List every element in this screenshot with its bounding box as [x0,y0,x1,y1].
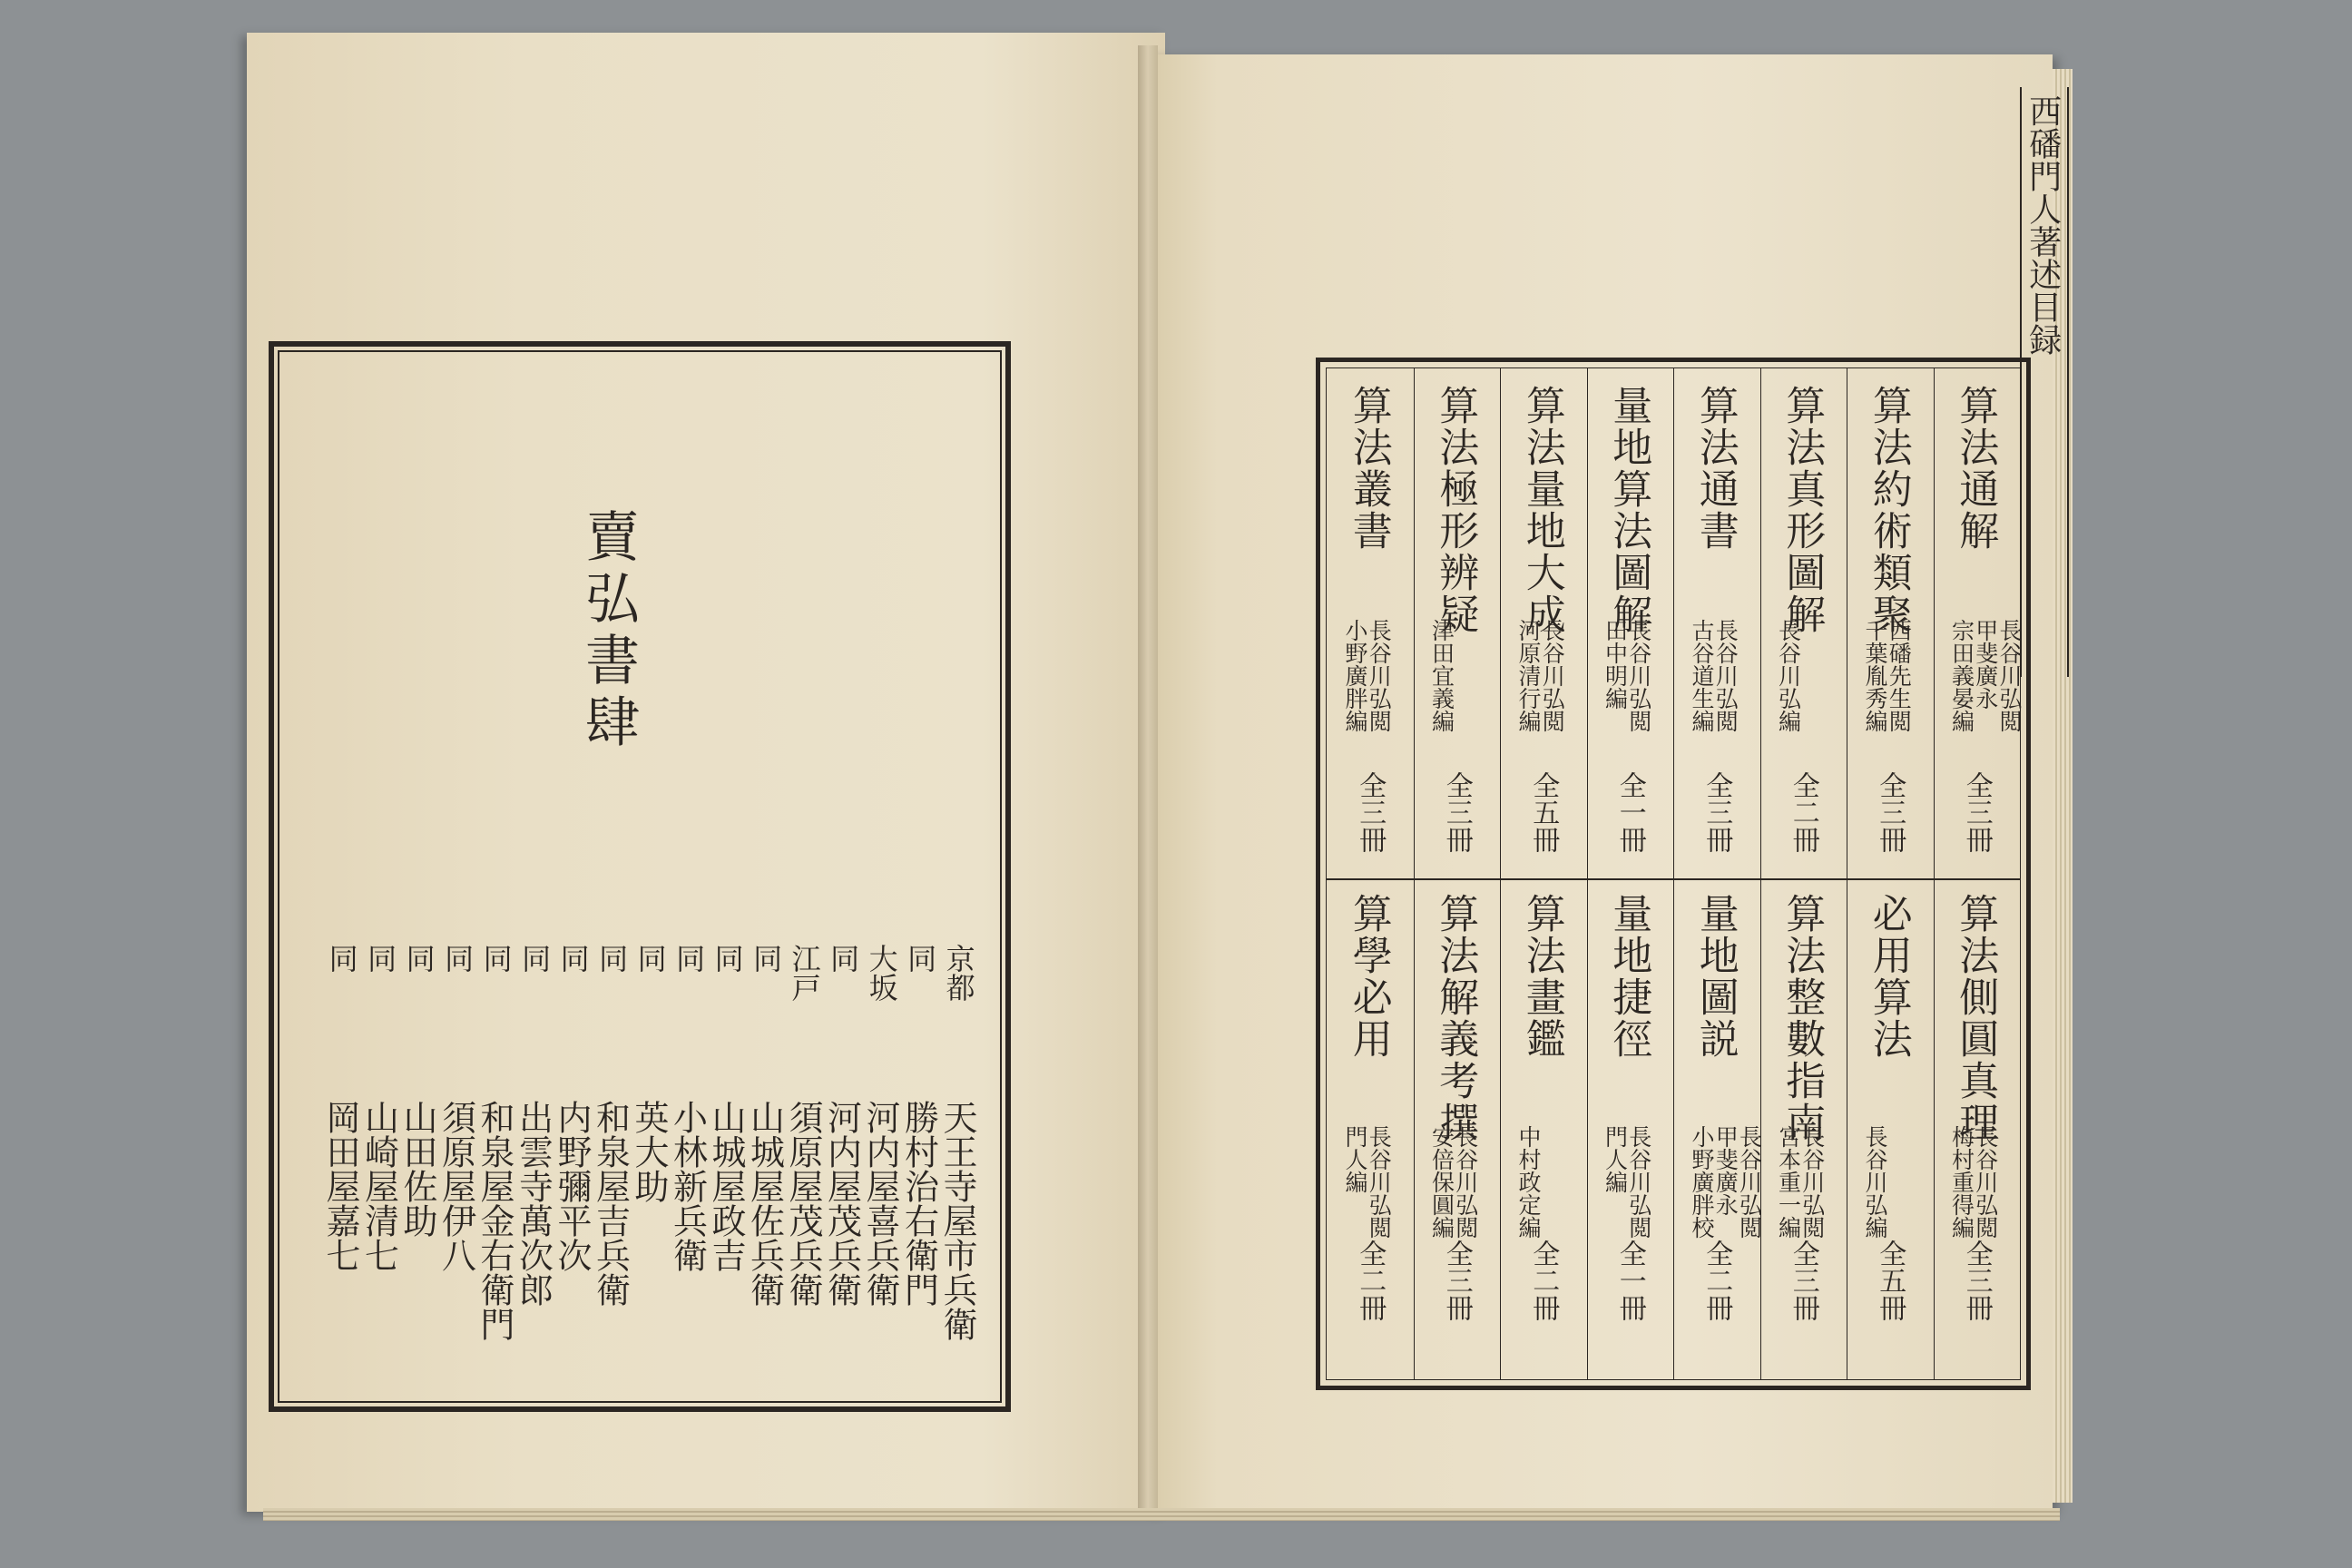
book-top-title: 算法通書 [1691,385,1739,552]
book-bottom-volumes: 全三冊 [1787,1240,1819,1321]
column-rule [1500,368,1501,1379]
book-top-volumes: 全五冊 [1527,771,1560,853]
book-top-author: 長谷川弘閲 河原清行編 [1515,619,1566,732]
book-top-volumes: 全三冊 [1354,771,1387,853]
book-top-author: 長谷川弘閲 甲斐廣永 宗田義晏編 [1948,619,2023,732]
book-bottom-volumes: 全二冊 [1354,1240,1387,1321]
city-label: 同 [478,944,514,973]
column-rule [1414,368,1415,1379]
book-top-volumes: 全二冊 [1787,771,1819,853]
book-top-title: 算法量地大成 [1518,385,1565,635]
book-top-author: 長谷川弘閲 田中明編 [1602,619,1652,732]
book-bottom-title: 算法解義考撰 [1432,893,1479,1143]
book-bottom-author: 長谷川弘閲 安倍保圓編 [1428,1125,1479,1239]
store-name: 山田佐助 [397,1100,438,1238]
store-name: 河内屋喜兵衛 [860,1100,901,1307]
book-top-author: 長谷川弘編 [1775,619,1802,732]
store-name: 須原屋伊八 [436,1100,476,1272]
city-label: 同 [363,944,398,973]
city-label: 同 [826,944,861,973]
book-bottom-title: 算法整數指南 [1779,893,1826,1143]
book-top-title: 算法真形圖解 [1779,385,1826,635]
book-spine [1138,45,1158,1515]
book-bottom-volumes: 全二冊 [1527,1240,1560,1321]
book-bottom-author: 長谷川弘閲 甲斐廣永 小野廣胖校 [1689,1125,1763,1239]
book-bottom-title: 必用算法 [1865,893,1912,1060]
book-bottom-title: 算法側圓真理 [1952,893,1999,1143]
city-label: 同 [517,944,553,973]
store-name: 内野彌平次 [552,1100,593,1272]
book-bottom-author: 長谷川弘閲 門人編 [1602,1125,1652,1239]
store-name: 和泉屋金右衛門 [475,1100,515,1341]
city-label: 同 [749,944,784,973]
catalog-tab-label: 西磻門人著述目録 [2024,94,2062,356]
store-name: 和泉屋吉兵衛 [590,1100,631,1307]
book-bottom-author: 長谷川弘閲 宮本重一編 [1775,1125,1826,1239]
city-label: 同 [903,944,938,973]
city-label: 京都 [941,944,976,1002]
book-bottom-title: 算法畫鑑 [1518,893,1565,1060]
book-top-volumes: 全三冊 [1960,771,1993,853]
book-bottom-author: 長谷川弘閲 梅村重得編 [1948,1125,1999,1239]
book-top-author: 長谷川弘閲 古谷道生編 [1689,619,1740,732]
book-bottom-volumes: 全三冊 [1960,1240,1993,1321]
publisher-title: 賣弘書肆 [576,508,640,755]
book-top-author: 西磻先生閲 千葉胤秀編 [1862,619,1913,732]
book-top-title: 算法通解 [1952,385,1999,552]
store-name: 山城屋佐兵衛 [744,1100,785,1307]
store-name: 須原屋茂兵衛 [783,1100,824,1307]
book-bottom-author: 長谷川弘編 [1862,1125,1888,1239]
store-name: 山城屋政吉 [706,1100,747,1272]
book-bottom-title: 算學必用 [1345,893,1392,1060]
catalog-table [1316,358,2031,1390]
book-bottom-volumes: 全二冊 [1700,1240,1733,1321]
city-label: 江戸 [787,944,822,1002]
city-label: 同 [710,944,745,973]
column-rule [1934,368,1935,1379]
city-label: 大坂 [864,944,899,1002]
book-bottom-volumes: 全三冊 [1440,1240,1473,1321]
book-top-title: 量地算法圖解 [1605,385,1652,635]
store-name: 小林新兵衛 [667,1100,708,1272]
store-name: 河内屋茂兵衛 [821,1100,862,1307]
store-name: 勝村治右衛門 [898,1100,939,1307]
book-bottom-volumes: 全一冊 [1613,1240,1646,1321]
store-name: 英大助 [629,1100,670,1203]
store-name: 山崎屋清七 [358,1100,399,1272]
book-top-volumes: 全三冊 [1700,771,1733,853]
city-label: 同 [324,944,359,973]
book-top-volumes: 全一冊 [1613,771,1646,853]
city-label: 同 [594,944,630,973]
book-bottom-author: 中村政定編 [1515,1125,1542,1239]
city-label: 同 [555,944,591,973]
book-top-volumes: 全三冊 [1874,771,1906,853]
book-top-title: 算法極形辨疑 [1432,385,1479,635]
store-name: 岡田屋嘉七 [320,1100,361,1272]
book-bottom-author: 長谷川弘閲 門人編 [1342,1125,1393,1239]
book-bottom-title: 量地圖説 [1691,893,1739,1060]
column-rule [1587,368,1588,1379]
book-top-volumes: 全三冊 [1440,771,1473,853]
book-top-title: 算法約術類聚 [1865,385,1912,635]
column-rule [1673,368,1674,1379]
city-label: 同 [632,944,668,973]
book-top-author: 長谷川弘閲 小野廣胖編 [1342,619,1393,732]
store-name: 出雲寺萬次郎 [513,1100,554,1307]
city-label: 同 [440,944,475,973]
book-top-author: 津田宜義編 [1428,619,1455,732]
book-top-title: 算法叢書 [1345,385,1392,552]
bottom-page-edge [263,1508,2060,1521]
store-name: 天王寺屋市兵衛 [937,1100,978,1341]
city-label: 同 [401,944,436,973]
city-label: 同 [671,944,707,973]
book-bottom-volumes: 全五冊 [1874,1240,1906,1321]
book-bottom-title: 量地捷徑 [1605,893,1652,1060]
